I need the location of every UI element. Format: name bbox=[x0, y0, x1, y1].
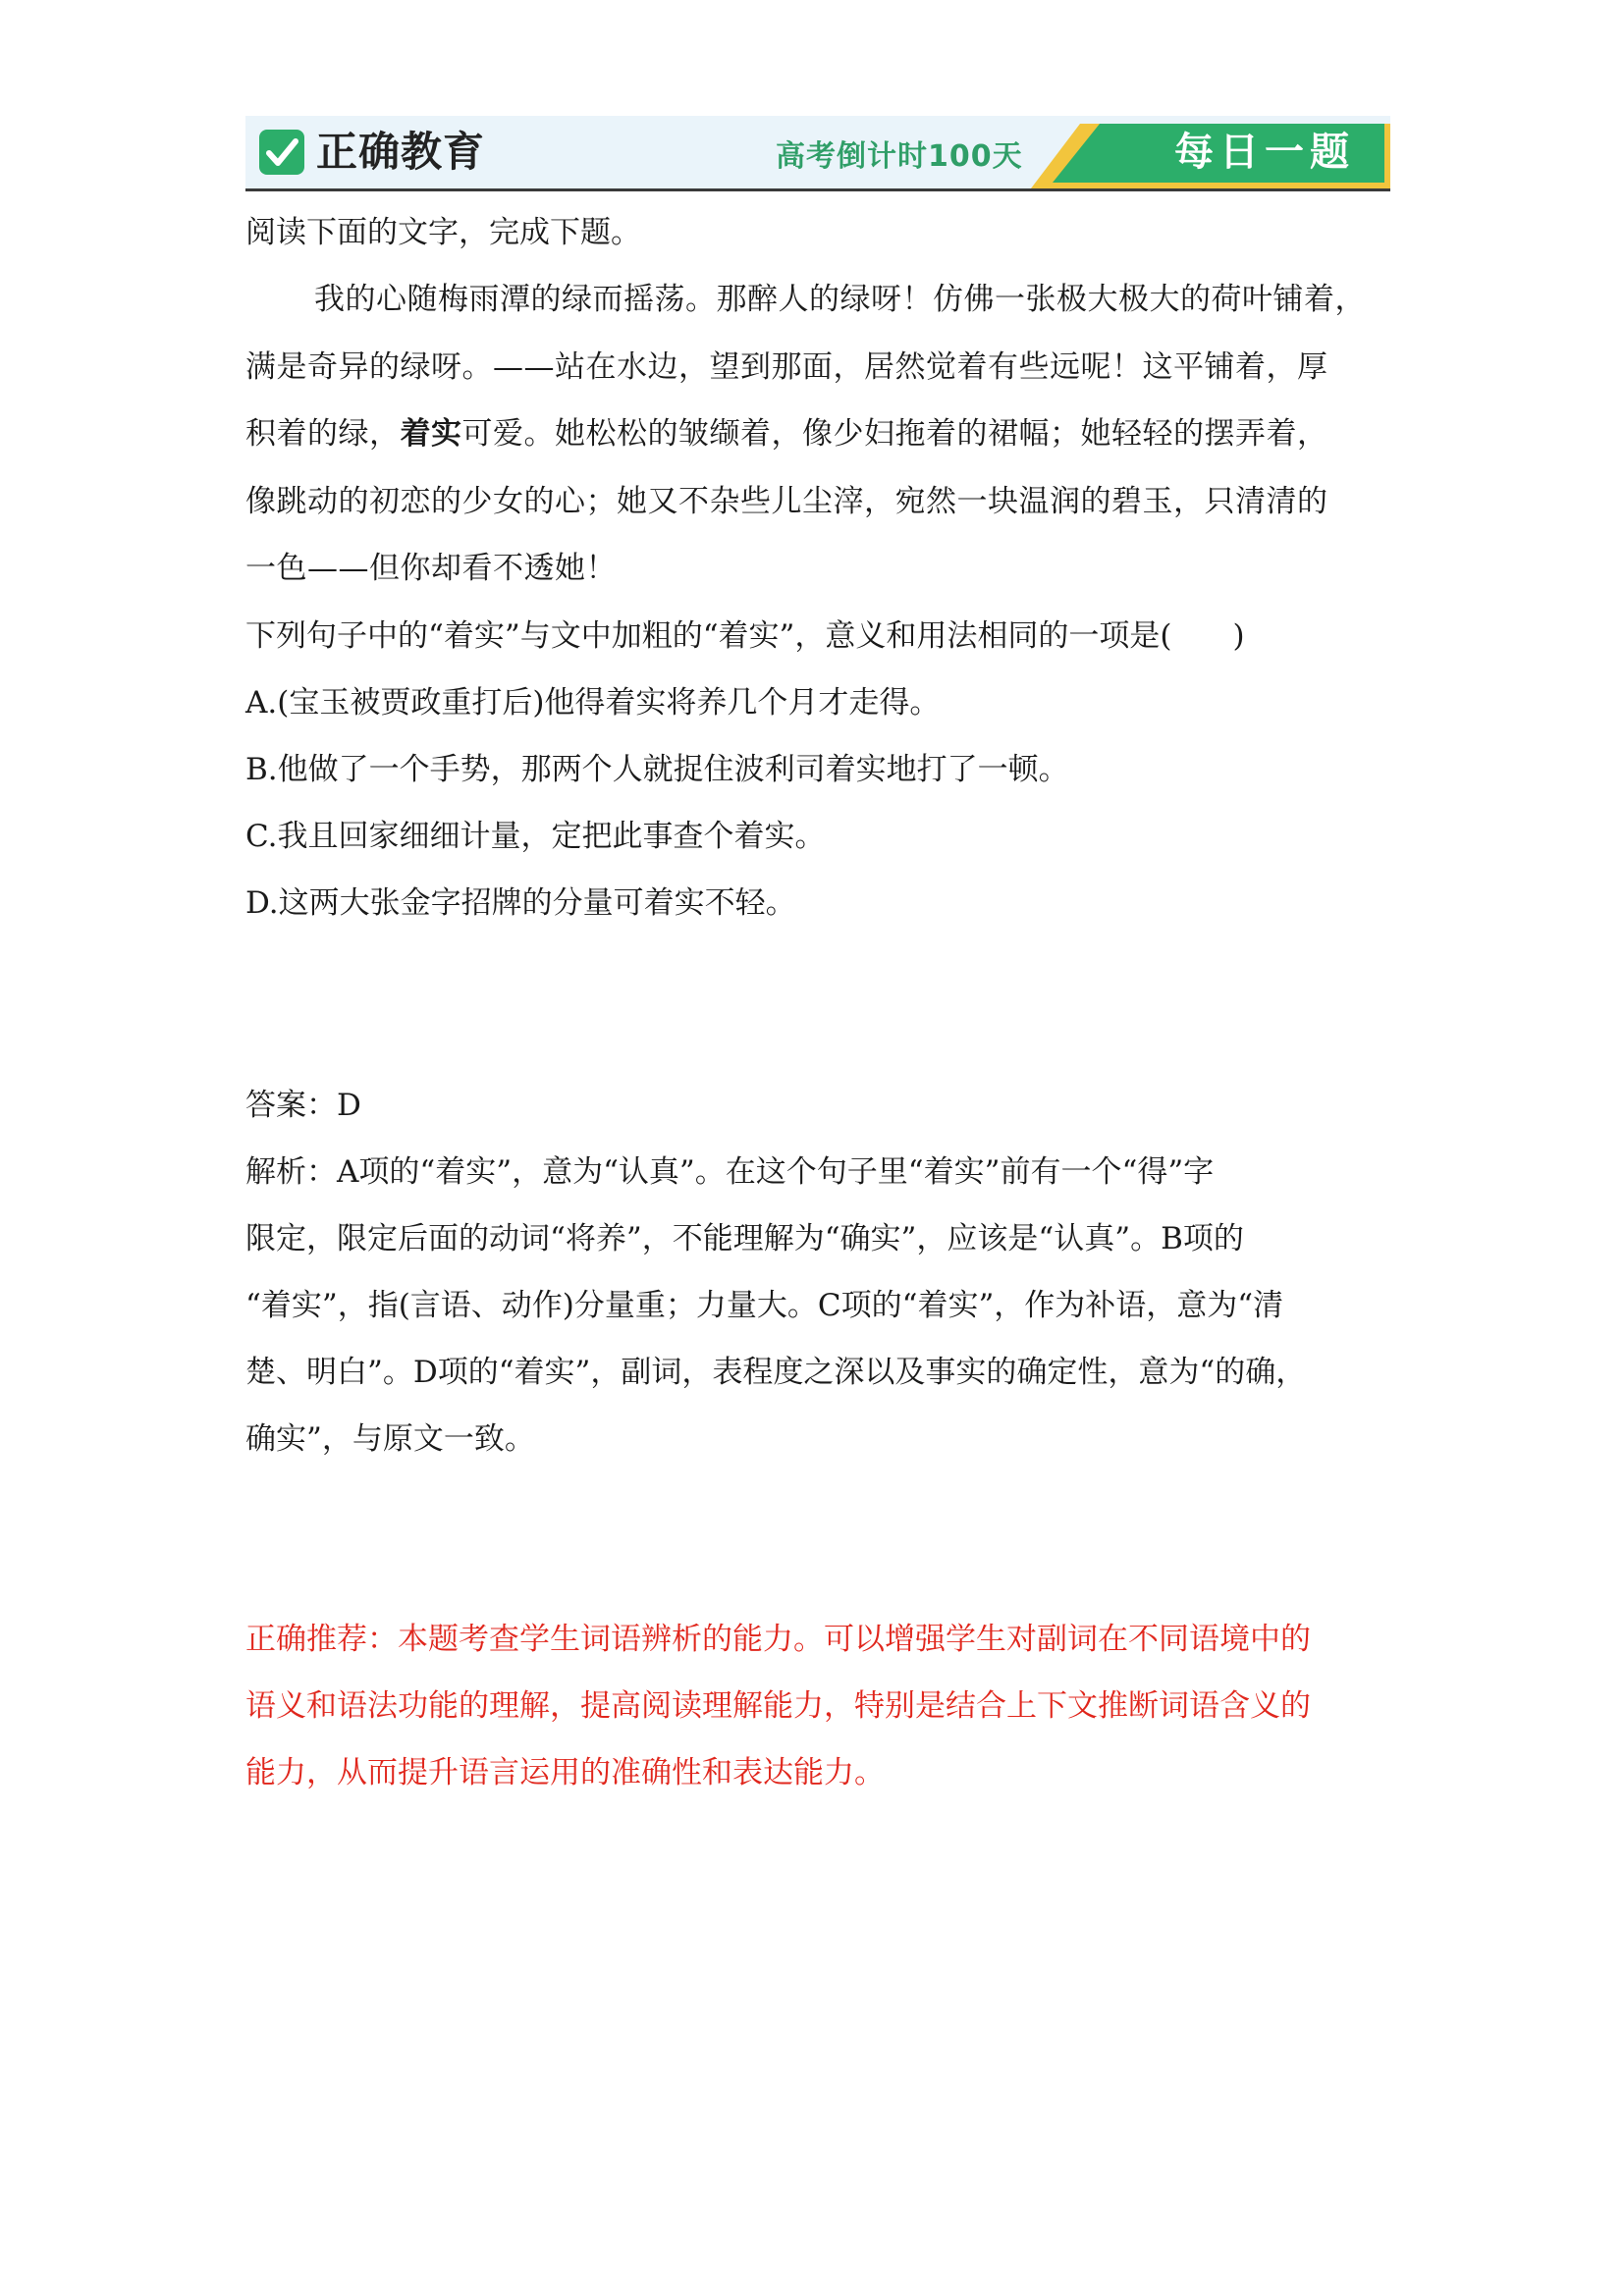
header-banner bbox=[245, 116, 1390, 188]
passage-line bbox=[245, 400, 1390, 468]
analysis-line: 确实”，与原文一致。 bbox=[245, 1421, 535, 1457]
answer-label: 答案：D bbox=[245, 1088, 361, 1123]
analysis-line: “着实”，指(言语、动作)分量重；力量大。C项的“着实”，作为补语，意为“清 bbox=[245, 1288, 1284, 1323]
option-b: B.他做了一个手势，那两个人就捉住波利司着实地打了一顿。 bbox=[245, 752, 1069, 787]
passage-line: 一色——但你却看不透她！ bbox=[245, 551, 617, 586]
reading-passage bbox=[245, 266, 1390, 603]
analysis-line: 限定，限定后面的动词“将养”，不能理解为“确实”，应该是“认真”。B项的 bbox=[245, 1221, 1244, 1256]
passage-text: 积着的绿， bbox=[245, 416, 401, 452]
option-a: A.(宝玉被贾政重打后)他得着实将养几个月才走得。 bbox=[245, 685, 941, 721]
recommendation-line: 语义和语法功能的理解，提高阅读理解能力，特别是结合上下文推断词语含义的 bbox=[245, 1688, 1311, 1724]
passage-line: 我的心随梅雨潭的绿而摇荡。那醉人的绿呀！仿佛一张极大极大的荷叶铺着， bbox=[314, 282, 1366, 317]
check-icon bbox=[259, 130, 304, 175]
option-c: C.我且回家细细计量，定把此事查个着实。 bbox=[245, 819, 826, 854]
analysis-line: 解析：A项的“着实”，意为“认真”。在这个句子里“着实”前有一个“得”字 bbox=[245, 1154, 1215, 1190]
instruction: 阅读下面的文字，完成下题。 bbox=[245, 215, 641, 250]
question-stem: 下列句子中的“着实”与文中加粗的“着实”，意义和用法相同的一项是( ) bbox=[245, 618, 1245, 654]
recommendation-line: 正确推荐：本题考查学生词语辨析的能力。可以增强学生对副词在不同语境中的 bbox=[245, 1622, 1311, 1657]
recommendation-line: 能力，从而提升语言运用的准确性和表达能力。 bbox=[245, 1755, 885, 1790]
passage-line: 像跳动的初恋的少女的心；她又不杂些儿尘滓，宛然一块温润的碧玉，只清清的 bbox=[245, 483, 1328, 519]
header-divider bbox=[245, 188, 1390, 191]
bold-keyword: 着实 bbox=[400, 416, 462, 452]
analysis-line: 楚、明白”。D项的“着实”，副词，表程度之深以及事实的确定性，意为“的确， bbox=[245, 1355, 1307, 1390]
logo-text: 正确教育 bbox=[316, 128, 486, 176]
passage-text: 可爱。她松松的皱缬着，像少妇拖着的裙幅；她轻轻的摆弄着， bbox=[461, 416, 1328, 452]
option-d: D.这两大张金字招牌的分量可着实不轻。 bbox=[245, 885, 796, 921]
countdown-label: 高考倒计时100天 bbox=[776, 139, 1023, 174]
logo-badge bbox=[259, 130, 304, 175]
passage-line: 满是奇异的绿呀。——站在水边，望到那面，居然觉着有些远呢！这平铺着，厚 bbox=[245, 348, 1328, 385]
daily-question-title: 每日一题 bbox=[1174, 130, 1355, 175]
